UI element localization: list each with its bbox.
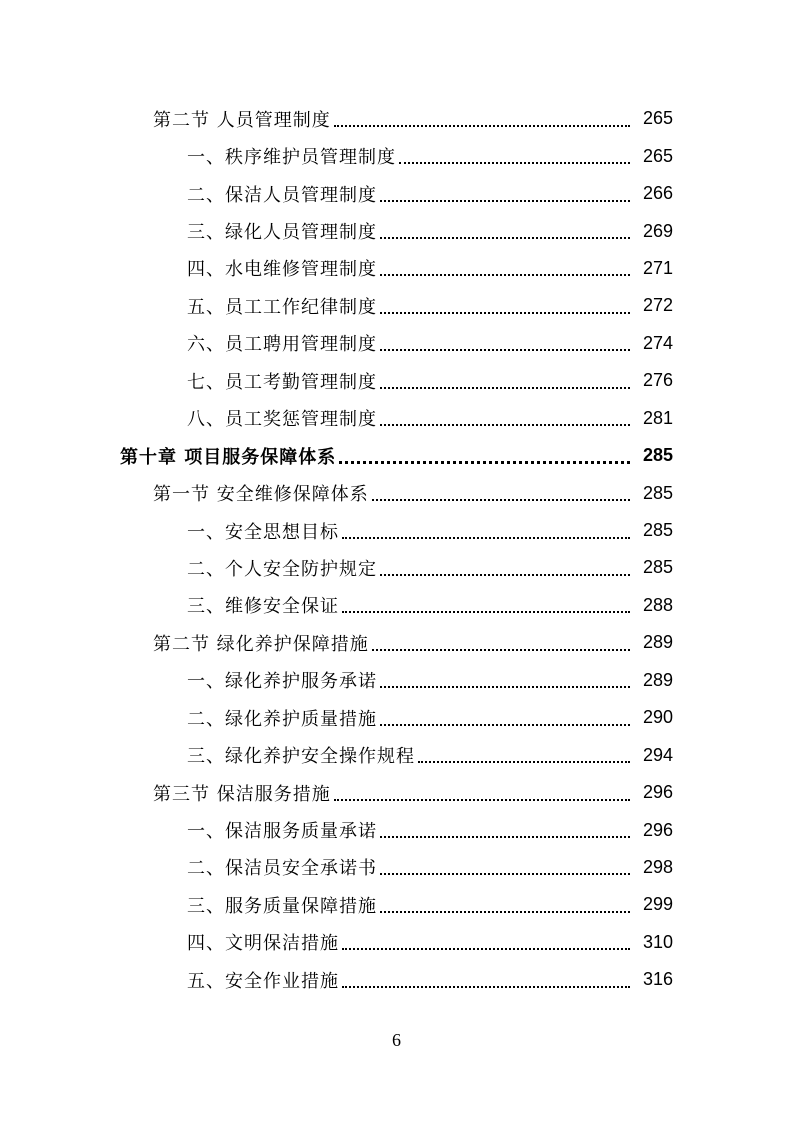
toc-entry[interactable] [0,100,793,137]
toc-entry-page: 316 [642,969,673,990]
toc-entry-label: 一、安全思想目标 [187,521,339,543]
toc-entry-label: 第二节 绿化养护保障措施 [153,633,369,655]
toc-chapter-entry[interactable] [0,437,793,474]
toc-entry-label: 第二节 人员管理制度 [153,109,331,131]
toc-entry[interactable] [0,961,793,998]
toc-entry-page: 266 [642,183,673,204]
toc-entry-label: 三、绿化人员管理制度 [187,222,377,244]
toc-leader-dots [334,123,630,127]
toc-entry[interactable] [0,811,793,848]
toc-entry-label: 三、绿化养护安全操作规程 [187,746,415,768]
toc-leader-dots [418,759,630,763]
toc-entry-label: 五、员工工作纪律制度 [187,296,377,318]
toc-entry-page: 269 [642,220,673,241]
toc-leader-dots [372,497,630,501]
toc-entry[interactable] [0,924,793,961]
toc-entry-label: 三、服务质量保障措施 [187,895,377,917]
table-of-contents [0,100,793,999]
toc-leader-dots [380,871,630,875]
toc-entry-label: 第十章 项目服务保障体系 [120,446,337,468]
toc-leader-dots [339,459,630,464]
toc-leader-dots [342,535,630,539]
toc-leader-dots [380,310,630,314]
toc-entry-page: 285 [642,520,673,541]
toc-entry-label: 一、保洁服务质量承诺 [187,821,377,843]
toc-entry-page: 285 [642,445,673,466]
toc-entry-label: 六、员工聘用管理制度 [187,334,377,356]
toc-leader-dots [380,347,630,351]
toc-entry-label: 第一节 安全维修保障体系 [153,484,369,506]
toc-entry-page: 285 [642,482,673,503]
toc-entry-page: 298 [642,856,673,877]
toc-leader-dots [334,797,630,801]
toc-leader-dots [380,235,630,239]
toc-entry-page: 281 [642,407,673,428]
toc-entry-page: 299 [642,894,673,915]
page-number: 6 [392,1030,401,1050]
toc-entry[interactable] [0,175,793,212]
toc-entry[interactable] [0,362,793,399]
toc-entry[interactable] [0,250,793,287]
toc-entry-page: 272 [642,295,673,316]
toc-leader-dots [380,684,630,688]
toc-entry-page: 271 [642,257,673,278]
toc-entry-label: 二、保洁员安全承诺书 [187,858,377,880]
toc-leader-dots [380,722,630,726]
toc-entry-page: 265 [642,145,673,166]
toc-entry[interactable] [0,287,793,324]
toc-leader-dots [399,160,630,164]
toc-entry-label: 一、秩序维护员管理制度 [187,147,396,169]
toc-entry-label: 七、员工考勤管理制度 [187,371,377,393]
toc-entry-page: 289 [642,669,673,690]
toc-entry[interactable] [0,549,793,586]
toc-entry-label: 第三节 保洁服务措施 [153,783,331,805]
toc-leader-dots [380,572,630,576]
toc-entry-label: 二、绿化养护质量措施 [187,708,377,730]
toc-leader-dots [380,385,630,389]
toc-entry-page: 294 [642,744,673,765]
toc-entry-label: 四、文明保洁措施 [187,933,339,955]
toc-leader-dots [342,984,630,988]
toc-entry-page: 290 [642,707,673,728]
toc-leader-dots [342,946,630,950]
toc-entry[interactable] [0,587,793,624]
toc-leader-dots [380,198,630,202]
toc-entry-page: 276 [642,370,673,391]
toc-entry-label: 五、安全作业措施 [187,970,339,992]
toc-leader-dots [342,609,630,613]
toc-entry[interactable] [0,774,793,811]
toc-leader-dots [372,647,630,651]
toc-entry-label: 八、员工奖惩管理制度 [187,409,377,431]
toc-entry-page: 296 [642,819,673,840]
toc-leader-dots [380,834,630,838]
toc-entry[interactable] [0,212,793,249]
toc-entry[interactable] [0,624,793,661]
toc-entry[interactable] [0,400,793,437]
toc-entry-page: 288 [642,594,673,615]
toc-entry-label: 一、绿化养护服务承诺 [187,671,377,693]
toc-entry[interactable] [0,137,793,174]
toc-entry[interactable] [0,662,793,699]
toc-leader-dots [380,909,630,913]
toc-entry[interactable] [0,886,793,923]
toc-entry-label: 二、个人安全防护规定 [187,558,377,580]
toc-leader-dots [380,422,630,426]
toc-entry-page: 265 [642,108,673,129]
toc-entry-page: 310 [642,931,673,952]
toc-entry-label: 二、保洁人员管理制度 [187,184,377,206]
toc-entry-page: 296 [642,782,673,803]
toc-entry-label: 三、维修安全保证 [187,596,339,618]
toc-entry-page: 285 [642,557,673,578]
toc-entry[interactable] [0,325,793,362]
toc-entry[interactable] [0,512,793,549]
toc-entry[interactable] [0,736,793,773]
toc-entry[interactable] [0,849,793,886]
toc-entry-page: 289 [642,632,673,653]
toc-entry[interactable] [0,474,793,511]
toc-entry-label: 四、水电维修管理制度 [187,259,377,281]
toc-entry-page: 274 [642,332,673,353]
toc-leader-dots [380,272,630,276]
toc-entry[interactable] [0,699,793,736]
